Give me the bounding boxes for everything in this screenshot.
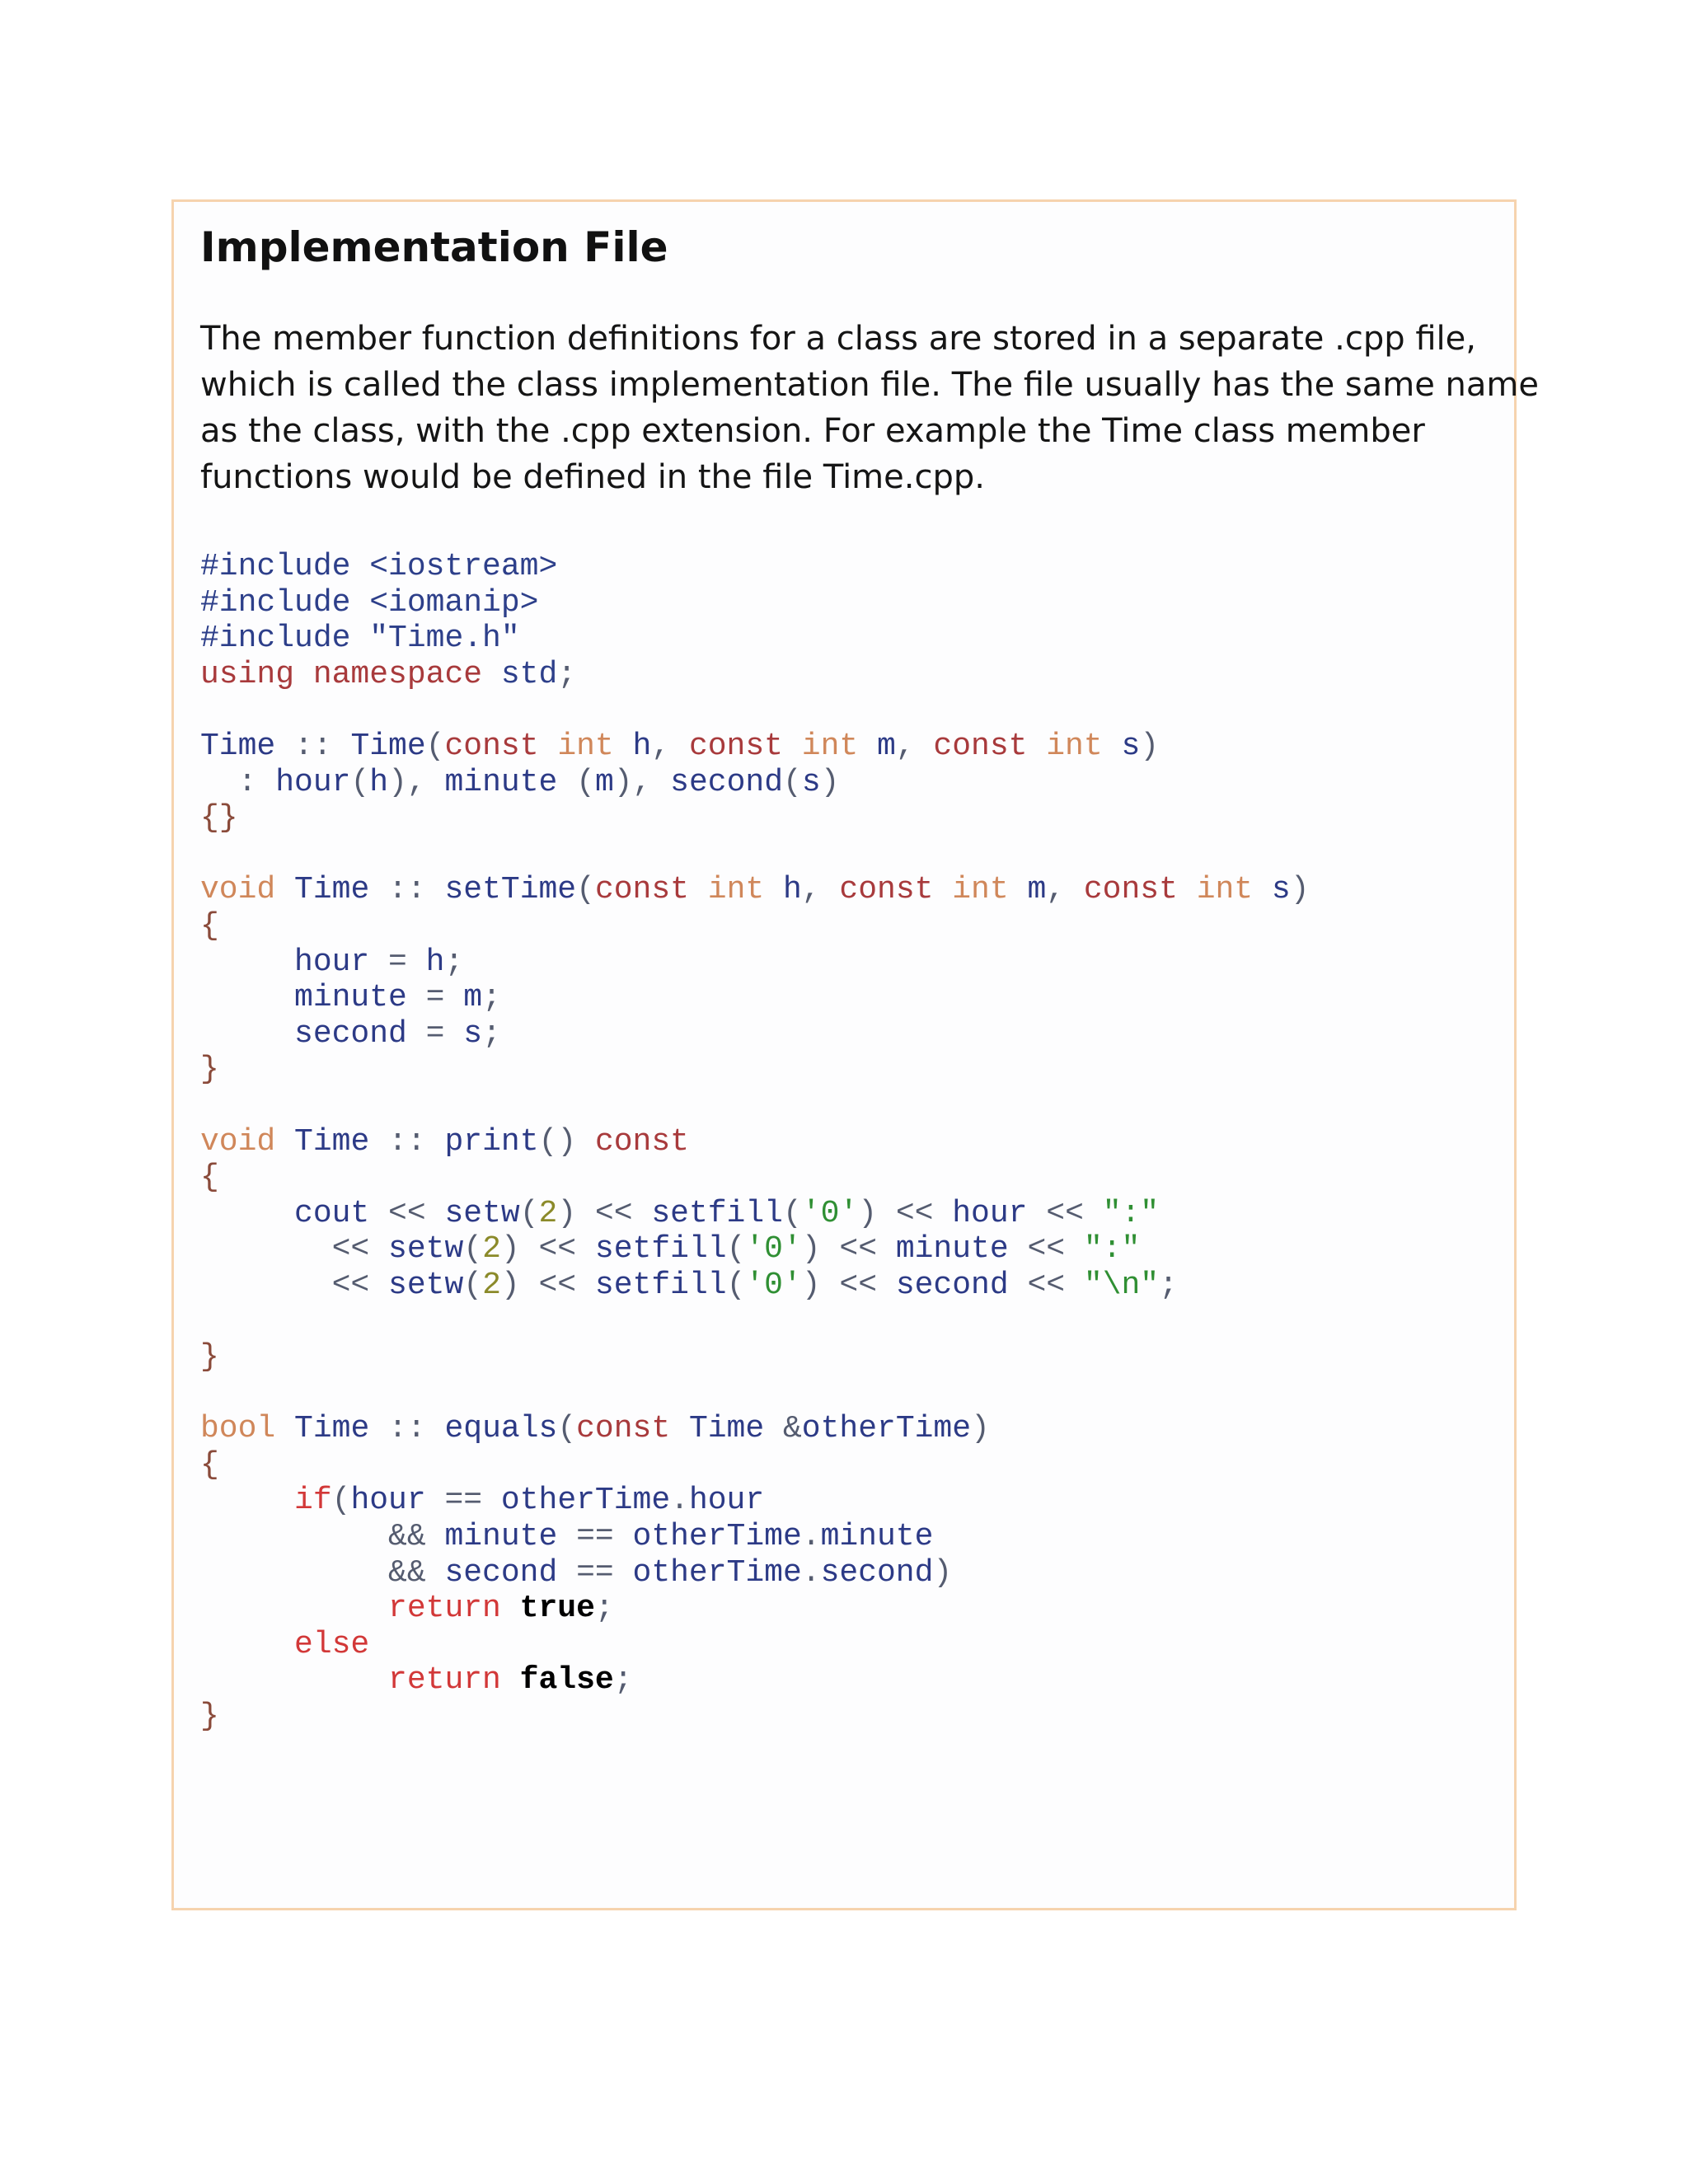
code-token: Time: [294, 1411, 389, 1447]
intro-line: as the class, with the .cpp extension. For example the Time class member: [200, 412, 1425, 450]
code-line: [200, 1268, 1310, 1304]
code-token: minute: [820, 1519, 934, 1555]
code-token: (: [726, 1231, 746, 1268]
code-token: {: [200, 907, 219, 944]
code-token: h: [425, 944, 445, 980]
code-token: const: [594, 872, 708, 908]
code-token: Time: [350, 728, 426, 764]
code-token: <<: [1027, 1267, 1084, 1303]
code-token: h: [782, 872, 802, 908]
code-token: ,: [801, 872, 840, 908]
code-token: const: [576, 1411, 689, 1447]
code-token: otherTime: [801, 1411, 972, 1447]
code-line: [200, 1052, 1310, 1088]
code-token: void: [200, 1123, 295, 1160]
code-token: s: [801, 764, 821, 800]
code-token: (: [557, 1411, 577, 1447]
code-line: [200, 765, 1310, 801]
code-line: [200, 1088, 1310, 1124]
code-token: otherTime: [632, 1554, 802, 1591]
code-token: .: [801, 1554, 821, 1591]
code-token: minute: [200, 980, 426, 1016]
code-token: cout: [200, 1195, 389, 1231]
intro-line: which is called the class implementation file. The file usually has the same name: [200, 366, 1539, 404]
code-token: hour: [200, 944, 389, 980]
code-token: }: [200, 1052, 219, 1088]
code-token: const: [839, 872, 953, 908]
code-token: (: [576, 764, 595, 800]
code-token: ::: [388, 1123, 445, 1160]
code-token: m: [1027, 872, 1047, 908]
code-token: hour: [350, 1483, 445, 1519]
code-line: [200, 621, 1310, 657]
code-listing: [200, 549, 1310, 1735]
code-token: :: [200, 764, 276, 800]
code-token: h: [632, 728, 652, 764]
code-line: [200, 800, 1310, 837]
code-token: ) <<: [500, 1231, 595, 1268]
code-token: #include <iomanip>: [200, 584, 539, 621]
code-token: second: [670, 764, 783, 800]
code-token: <<: [200, 1267, 389, 1303]
code-line: [200, 1016, 1310, 1052]
code-token: ;: [482, 1015, 501, 1052]
code-token: Time: [200, 728, 295, 764]
page-title: Implementation File: [200, 223, 668, 271]
code-token: }: [200, 1699, 219, 1734]
content-panel: [171, 199, 1539, 1910]
code-token: &&: [200, 1554, 445, 1591]
code-token: (: [726, 1267, 746, 1303]
code-token: ) <<: [801, 1267, 896, 1303]
code-token: bool: [200, 1411, 295, 1447]
code-token: <<: [1046, 1195, 1103, 1231]
code-token: =: [425, 1015, 464, 1052]
code-token: (: [576, 872, 595, 908]
code-line: [200, 872, 1310, 908]
code-line: [200, 1231, 1310, 1268]
code-token: Time: [688, 1411, 783, 1447]
code-token: print: [444, 1123, 539, 1160]
intro-line: The member function definitions for a class are stored in a separate .cpp file,: [200, 320, 1476, 358]
code-token: '0': [801, 1195, 859, 1231]
code-token: ),: [388, 764, 445, 800]
code-token: return: [200, 1591, 520, 1627]
code-token: &: [782, 1411, 802, 1447]
code-token: 2: [482, 1267, 501, 1303]
code-token: 2: [538, 1195, 558, 1231]
code-token: &&: [200, 1519, 445, 1555]
code-token: ) <<: [801, 1231, 896, 1268]
code-token: otherTime: [632, 1519, 802, 1555]
code-token: ;: [613, 1662, 633, 1699]
code-token: ;: [482, 980, 501, 1016]
code-token: ) <<: [858, 1195, 953, 1231]
code-line: [200, 1555, 1310, 1591]
code-line: [200, 657, 1310, 693]
code-token: '0': [745, 1267, 802, 1303]
code-token: const: [688, 728, 802, 764]
code-token: using namespace: [200, 656, 501, 692]
code-line: [200, 837, 1310, 873]
code-line: [200, 908, 1310, 944]
code-token: if: [200, 1483, 332, 1519]
code-token: ;: [594, 1591, 614, 1627]
code-token: <<: [388, 1195, 445, 1231]
code-token: ::: [294, 728, 351, 764]
code-token: true: [519, 1591, 595, 1627]
code-token: .: [670, 1483, 689, 1519]
code-line: [200, 729, 1310, 765]
code-token: '0': [745, 1231, 802, 1268]
code-token: Time: [294, 1123, 389, 1160]
code-token: second: [200, 1015, 426, 1052]
code-token: (: [331, 1483, 351, 1519]
code-token: ,: [651, 728, 689, 764]
code-token: ==: [576, 1554, 633, 1591]
code-token: (): [538, 1123, 595, 1160]
code-token: std: [500, 656, 558, 692]
code-token: setfill: [594, 1231, 727, 1268]
code-token: ::: [388, 1411, 445, 1447]
code-token: ): [820, 764, 840, 800]
code-token: false: [519, 1662, 614, 1699]
code-token: ) <<: [500, 1267, 595, 1303]
code-token: minute: [444, 1519, 577, 1555]
code-line: [200, 1699, 1310, 1735]
code-token: <<: [1027, 1231, 1084, 1268]
code-token: {}: [200, 800, 238, 837]
code-line: [200, 1160, 1310, 1196]
code-token: return: [200, 1662, 520, 1699]
code-token: ;: [444, 944, 464, 980]
code-token: setw: [388, 1231, 464, 1268]
code-token: else: [200, 1626, 370, 1662]
code-token: =: [388, 944, 426, 980]
code-token: s: [463, 1015, 483, 1052]
code-line: [200, 1303, 1310, 1339]
code-token: #include "Time.h": [200, 621, 520, 657]
code-line: [200, 1483, 1310, 1519]
code-token: second: [820, 1554, 934, 1591]
intro-paragraph: [200, 316, 1539, 500]
code-token: setw: [444, 1195, 520, 1231]
code-token: void: [200, 872, 295, 908]
code-token: int: [707, 872, 783, 908]
code-token: ) <<: [557, 1195, 652, 1231]
code-token: =: [425, 980, 464, 1016]
code-token: int: [1196, 872, 1272, 908]
code-token: (: [425, 728, 445, 764]
code-token: (: [782, 1195, 802, 1231]
code-token: (: [350, 764, 370, 800]
code-token: ::: [388, 872, 445, 908]
code-line: [200, 1447, 1310, 1483]
code-token: <<: [200, 1231, 389, 1268]
code-token: ==: [444, 1483, 501, 1519]
code-token: int: [801, 728, 877, 764]
code-line: [200, 549, 1310, 585]
code-token: const: [444, 728, 558, 764]
intro-line: functions would be defined in the file Time.cpp.: [200, 458, 985, 496]
code-token: #include <iostream>: [200, 549, 558, 584]
code-token: setfill: [651, 1195, 783, 1231]
code-line: [200, 1339, 1310, 1376]
code-token: .: [801, 1519, 821, 1555]
code-line: [200, 692, 1310, 729]
code-token: second: [895, 1267, 1028, 1303]
code-token: ): [1140, 728, 1160, 764]
code-token: second: [444, 1554, 577, 1591]
code-token: hour: [275, 764, 351, 800]
code-token: Time: [294, 872, 389, 908]
code-token: ),: [613, 764, 671, 800]
code-token: ;: [1159, 1267, 1178, 1303]
code-token: equals: [444, 1411, 558, 1447]
code-token: setfill: [594, 1267, 727, 1303]
code-token: const: [1083, 872, 1197, 908]
code-token: 2: [482, 1231, 501, 1268]
code-token: const: [933, 728, 1047, 764]
code-token: (: [463, 1267, 483, 1303]
code-line: [200, 1627, 1310, 1663]
code-line: [200, 1519, 1310, 1555]
code-token: }: [200, 1339, 219, 1376]
code-token: "\n": [1083, 1267, 1160, 1303]
code-line: [200, 1196, 1310, 1232]
code-token: ==: [576, 1519, 633, 1555]
code-token: (: [519, 1195, 539, 1231]
code-token: ;: [557, 656, 577, 692]
code-token: {: [200, 1160, 219, 1196]
code-line: [200, 944, 1310, 981]
code-token: m: [594, 764, 614, 800]
code-token: ":": [1083, 1231, 1141, 1268]
code-token: minute: [895, 1231, 1028, 1268]
code-token: {: [200, 1446, 219, 1483]
code-token: setTime: [444, 872, 577, 908]
code-token: ":": [1102, 1195, 1160, 1231]
code-line: [200, 1411, 1310, 1447]
code-token: ): [971, 1411, 990, 1447]
code-token: s: [1121, 728, 1141, 764]
code-line: [200, 585, 1310, 621]
code-token: m: [463, 980, 483, 1016]
code-line: [200, 1124, 1310, 1160]
code-line: [200, 1591, 1310, 1627]
code-token: int: [952, 872, 1028, 908]
code-token: m: [877, 728, 896, 764]
code-token: ): [1290, 872, 1310, 908]
code-token: ,: [895, 728, 934, 764]
code-token: int: [557, 728, 633, 764]
code-token: s: [1271, 872, 1291, 908]
code-token: hour: [952, 1195, 1047, 1231]
code-token: h: [369, 764, 389, 800]
code-token: ): [933, 1554, 953, 1591]
code-token: otherTime: [500, 1483, 671, 1519]
code-token: const: [594, 1123, 689, 1160]
code-token: (: [783, 764, 802, 800]
code-line: [200, 1662, 1310, 1699]
code-token: minute: [444, 764, 577, 800]
code-token: setw: [388, 1267, 464, 1303]
code-token: hour: [688, 1483, 765, 1519]
code-line: [200, 980, 1310, 1016]
code-token: (: [463, 1231, 483, 1268]
code-token: ,: [1046, 872, 1084, 908]
code-line: [200, 1376, 1310, 1412]
code-token: int: [1046, 728, 1122, 764]
